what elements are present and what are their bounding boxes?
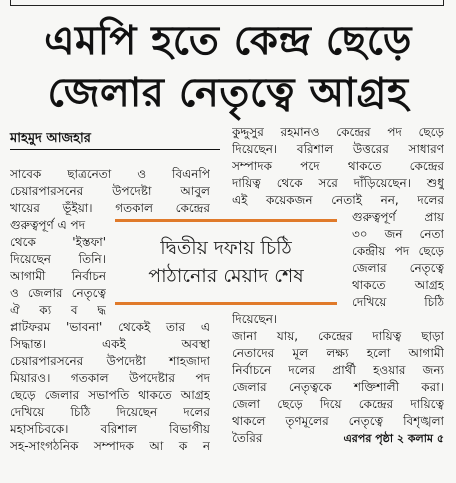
body-line: কেন্দ্রীয় পদ ছেড়ে <box>352 244 444 258</box>
body-line: জেলা ছেড়ে দিয়ে কেন্দ্রের দায়িত্বে <box>232 397 444 411</box>
body-line-end: তৈরির <box>232 431 263 445</box>
body-line: মহাসচিবকে। বরিশাল বিভাগীয় <box>10 422 210 436</box>
body-line: থেকে 'ইস্তফা' <box>10 235 106 249</box>
body-line: জানা যায়, কেন্দ্রের দায়িত্ব ছাড়া <box>232 329 444 343</box>
body-line: গুরুত্বপূর্ণ এ পদ <box>10 218 85 232</box>
top-border-rule <box>10 0 444 6</box>
body-line: সহ-সাংগঠনিক সম্পাদক আ ক ন <box>10 439 210 453</box>
body-line: দিয়েছেন। বরিশাল উত্তরের সাধারণ <box>232 142 444 156</box>
body-line: খায়ের ভূঁইয়া। গতকাল কেন্দ্রের <box>10 201 210 215</box>
body-line: দেখিয়ে চিঠি দিয়েছেন দলের <box>10 405 210 419</box>
left-column <box>10 166 210 455</box>
continued-jump-link[interactable]: এরপর পৃষ্ঠা ২ কলাম ৫ <box>343 432 444 445</box>
body-line: সাবেক ছাত্রনেতা ও বিএনপি <box>10 167 210 181</box>
byline: মাহমুদ আজহার <box>10 130 220 150</box>
pull-quote-box <box>115 219 337 305</box>
body-line: ঐ ক্য ব দ্ধ <box>10 303 106 317</box>
body-line: জেলার নেতৃত্বে <box>352 261 444 275</box>
pull-quote-line-1: দ্বিতীয় দফায় চিঠি <box>160 237 292 259</box>
body-line: সিদ্ধান্ত। একই অবস্থা <box>10 337 210 351</box>
headline-line-1: এমপি হতে কেন্দ্র ছেড়ে <box>44 18 412 64</box>
body-line: দেখিয়ে চিঠি <box>352 295 444 309</box>
body-line: মিয়ারও। গতকাল উপদেষ্টার পদ <box>10 371 210 385</box>
body-line-final <box>232 430 444 447</box>
body-line: থাকলে তৃণমূলের নেতৃত্বে বিশৃঙ্খলা <box>232 414 444 428</box>
body-line: দিয়েছেন। <box>232 312 278 326</box>
body-line: নির্বাচনে দলের প্রার্থী হওয়ার জন্য <box>232 363 444 377</box>
pull-quote-line-2: পাঠানোর মেয়াদ শেষ <box>148 265 304 287</box>
body-line: দিয়েছেন তিনি। <box>10 252 106 266</box>
body-line: জেলার নেতৃত্বকে শক্তিশালী করা। <box>232 380 444 394</box>
body-line: প্লাটফরম 'ভাবনা' থেকেই তার এ <box>10 320 210 334</box>
body-line: চেয়ারপারসনের উপদেষ্টা আবুল <box>10 184 210 198</box>
body-line: সম্পাদক পদে থাকতে কেন্দ্রের <box>232 159 444 173</box>
body-line: কুদ্দুসুর রহমানও কেন্দ্রের পদ ছেড়ে <box>232 125 444 139</box>
body-line: আগামী নির্বাচন <box>10 269 106 283</box>
body-line: দায়িত্ব থেকে সরে দাঁড়িয়েছেন। শুধু <box>232 176 444 190</box>
body-line: এই কয়েকজন নেতাই নন, দলের <box>232 193 444 207</box>
body-line: ও জেলার নেতৃত্বে <box>10 286 106 300</box>
body-line: ছেড়ে জেলার সভাপতি থাকতে আগ্রহ <box>10 388 210 402</box>
body-line: নেতাদের মূল লক্ষ্য হলো আগামী <box>232 346 444 360</box>
body-line: গুরুত্বপূর্ণ প্রায় <box>352 210 444 224</box>
headline-line-2: জেলার নেতৃত্বে আগ্রহ <box>47 70 409 116</box>
body-line: থাকতে আগ্রহ <box>352 278 444 292</box>
body-line: ৩০ জন নেতা <box>352 227 444 241</box>
body-line: চেয়ারপারসনের উপদেষ্টা শাহজাদা <box>10 354 210 368</box>
